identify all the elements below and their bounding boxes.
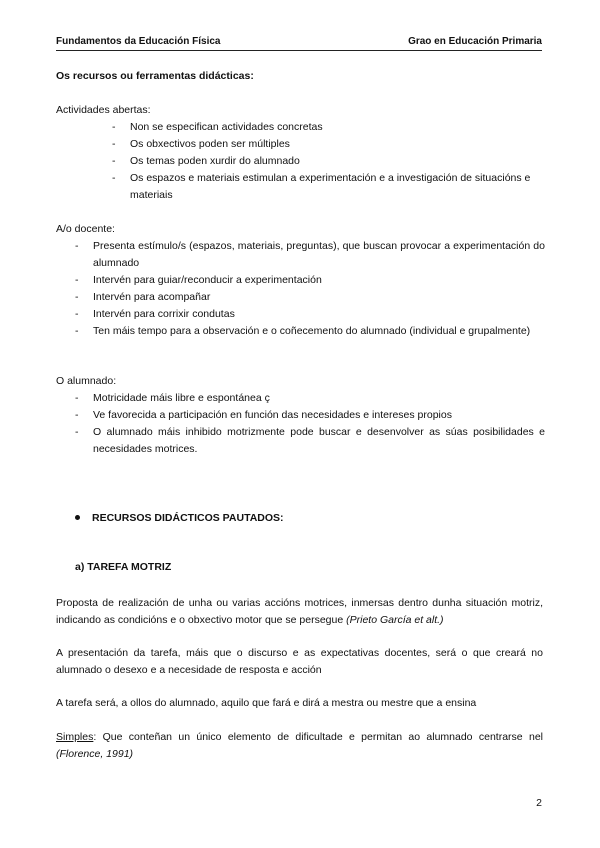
bullet-dot-icon	[75, 515, 80, 520]
list-item: - O alumnado máis inhibido motrizmente pode buscar e desenvolver as súas posibilidades e necesidades motrices.	[75, 426, 545, 455]
term-label: Simples	[56, 731, 94, 743]
open-activities-heading: Actividades abertas:	[56, 104, 151, 116]
page-number: 2	[536, 797, 542, 809]
citation: (Prieto García et alt.)	[346, 614, 444, 626]
paragraph-text: : Que conteñan un único elemento de dificultade e permitan ao alumnado centrarse nel	[93, 731, 543, 743]
header-degree-title: Grao en Educación Primaria	[408, 36, 542, 47]
subsection-heading: a) TAREFA MOTRIZ	[75, 561, 172, 573]
list-item: - Motricidade máis libre e espontánea ç	[75, 392, 270, 404]
paragraph-text: Proposta de realización de unha ou varias accións motrices, inmersas dentro dunha situación motriz, indicando as condicións e o obxectivo motor que se persegue	[56, 597, 543, 626]
students-heading: O alumnado:	[56, 375, 117, 387]
header-course-title: Fundamentos da Educación Física	[56, 36, 221, 47]
paragraph-task: A tarefa será, a ollos do alumnado, aquilo que fará e dirá a mestra ou mestre que a ensina	[56, 697, 477, 709]
list-item: - Os temas poden xurdir do alumnado	[112, 155, 300, 167]
list-item: - Non se especifican actividades concretas	[112, 121, 323, 133]
teacher-list	[75, 238, 545, 340]
list-item: - Os obxectivos poden ser múltiples	[112, 138, 290, 150]
page-header	[56, 36, 542, 51]
list-item: - Presenta estímulo/s (espazos, materiais, preguntas), que buscan provocar a experimentación do alumnado	[75, 240, 545, 269]
citation: (Florence, 1991)	[56, 748, 134, 760]
teacher-heading: A/o docente:	[56, 223, 115, 235]
list-item: - Intervén para guiar/reconducir a experimentación	[75, 274, 322, 286]
list-item: - Ve favorecida a participación en función das necesidades e intereses propios	[75, 409, 452, 421]
list-item: - Ten máis tempo para a observación e o coñecemento do alumnado (individual e grupalmente)	[75, 325, 531, 337]
paragraph-definition	[56, 595, 543, 629]
students-list	[75, 390, 545, 458]
paragraph-simple	[56, 729, 543, 763]
paragraph-presentation: A presentación da tarefa, máis que o discurso e as expectativas docentes, será o que creará no alumnado o desexo e a necesidade de resposta e acción	[56, 647, 543, 676]
list-item: - Intervén para corrixir condutas	[75, 308, 235, 320]
bullet-heading	[75, 512, 284, 524]
list-item: - Os espazos e materiais estimulan a experimentación e a investigación de situacións e materiais	[112, 172, 531, 201]
section-title: Os recursos ou ferramentas didácticas:	[56, 70, 254, 82]
bullet-heading-text: RECURSOS DIDÁCTICOS PAUTADOS:	[92, 512, 284, 524]
open-activities-list	[112, 119, 552, 204]
list-item: - Intervén para acompañar	[75, 291, 211, 303]
